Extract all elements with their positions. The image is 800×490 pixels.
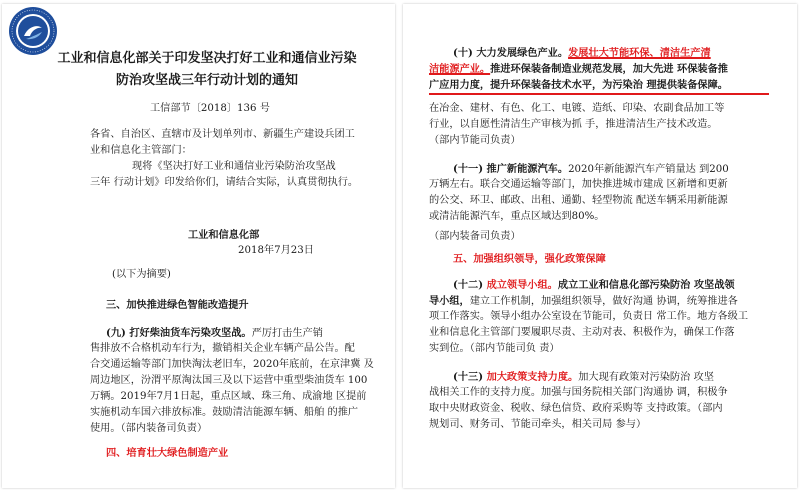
item-10-line-5: 行业，以自愿性清洁生产审核为抓 手，推进清洁生产技术改造。 (429, 119, 718, 130)
document-title-line-1: 工业和信息化部关于印发坚决打好工业和通信业污染 (57, 51, 357, 66)
item-10-line-3: 广应用力度，提升环保装备技术水平，为污染治 理提供装备保障。 (429, 79, 728, 91)
underline-rule (429, 93, 769, 95)
body-line-2: 三年 行动计划》印发给你们，请结合实际，认真贯彻执行。 (90, 177, 359, 188)
item-10-line-4: 在冶金、建材、有色、化工、电镀、造纸、印染、农副食品加工等 (429, 103, 725, 114)
right-page (403, 4, 797, 488)
item-9-line-5: 万辆。2019年7月1日起，重点区域、珠三角、成渝地 区提前 (90, 391, 367, 402)
item-9-line-2: 售排放不合格机动车行为，撤销相关企业车辆产品公告。配 (90, 343, 355, 354)
item-12-line-1: (十二) 成立领导小组。成立工业和信息化部污染防治 攻坚战领 (453, 279, 735, 291)
section-5-heading: 五、加强组织领导，强化政策保障 (453, 253, 606, 265)
item-12-line-4: 业和信息化主管部门要履职尽责、主动对表、积极作为，确保工作落 (429, 327, 735, 338)
issue-date: 2018年7月23日 (238, 245, 314, 256)
issuer: 工业和信息化部 (188, 229, 260, 241)
addressee-line-2: 业和信息化主管部门： (90, 145, 192, 156)
item-10-line-2: 洁能源产业。推进环保装备制造业规范发展，加大先进 环保装备推 (429, 63, 728, 75)
item-11-line-2: 万辆左右。联合交通运输等部门，加快推进城市建成 区新增和更新 (429, 179, 728, 190)
item-13-line-3: 取中央财政资金、税收、绿色信贷、政府采购等 支持政策。（部内 (429, 403, 723, 414)
left-page (2, 4, 395, 488)
item-11-line-1: (十一) 推广新能源汽车。2020年新能源汽车产销量达 到200 (453, 163, 729, 175)
item-9-line-7: 使用。（部内装备司负责） (90, 423, 208, 434)
item-9-line-4: 周边地区，汾渭平原淘汰国三及以下运营中重型柴油货车 100 (90, 375, 368, 386)
item-13-line-4: 规划司、财务司、节能司牵头，相关司局 参与） (429, 419, 647, 430)
document-number: 工信部节〔2018〕136 号 (150, 103, 270, 114)
item-10-line-6: （部内节能司负责） (429, 135, 521, 146)
item-10-line-1: (十) 大力发展绿色产业。发展壮大节能环保、清洁生产清 (453, 47, 711, 59)
item-12-line-5: 实到位。（部内节能司负 责） (429, 343, 560, 354)
section-4-heading: 四、培育壮大绿色制造产业 (106, 447, 229, 459)
addressee-line-1: 各省、自治区、直辖市及计划单列市、新疆生产建设兵团工 (90, 129, 355, 140)
item-12-line-2: 导小组，建立工作机制，加强组织领导，做好沟通 协调，统筹推进各 (429, 295, 738, 307)
item-9-line-6: 实施机动车国六排放标准。鼓励清洁能源车辆、船舶 的推广 (90, 407, 359, 418)
item-9-line-1: (九) 打好柴油货车污染攻坚战。严厉打击生产销 (106, 327, 323, 339)
item-13-line-1: (十三) 加大政策支持力度。加大现有政策对污染防治 攻坚 (453, 371, 714, 383)
item-11-line-3: 的公交、环卫、邮政、出租、通勤、轻型物流 配送车辆采用新能源 (429, 195, 728, 206)
item-11-line-4: 或清洁能源汽车，重点区域达到80%。 (429, 211, 605, 222)
document-title-line-2: 防治攻坚战三年行动计划的通知 (115, 73, 298, 88)
section-3-heading: 三、加快推进绿色智能改造提升 (106, 299, 249, 311)
item-9-line-3: 合交通运输等部门加快淘汰老旧车，2020年底前，在京津冀 及 (90, 359, 374, 370)
excerpt-note: (以下为摘要) (112, 269, 171, 280)
item-12-line-3: 项工作落实。领导小组办公室设在节能司，负责日 常工作。地方各级工 (429, 311, 749, 322)
body-line-1: 现将《坚决打好工业和通信业污染防治攻坚战 (132, 161, 336, 172)
item-11-line-5: （部内装备司负责） (429, 231, 521, 242)
item-13-line-2: 战相关工作的支持力度。加强与国务院相关部门沟通协 调，积极争 (429, 387, 728, 398)
